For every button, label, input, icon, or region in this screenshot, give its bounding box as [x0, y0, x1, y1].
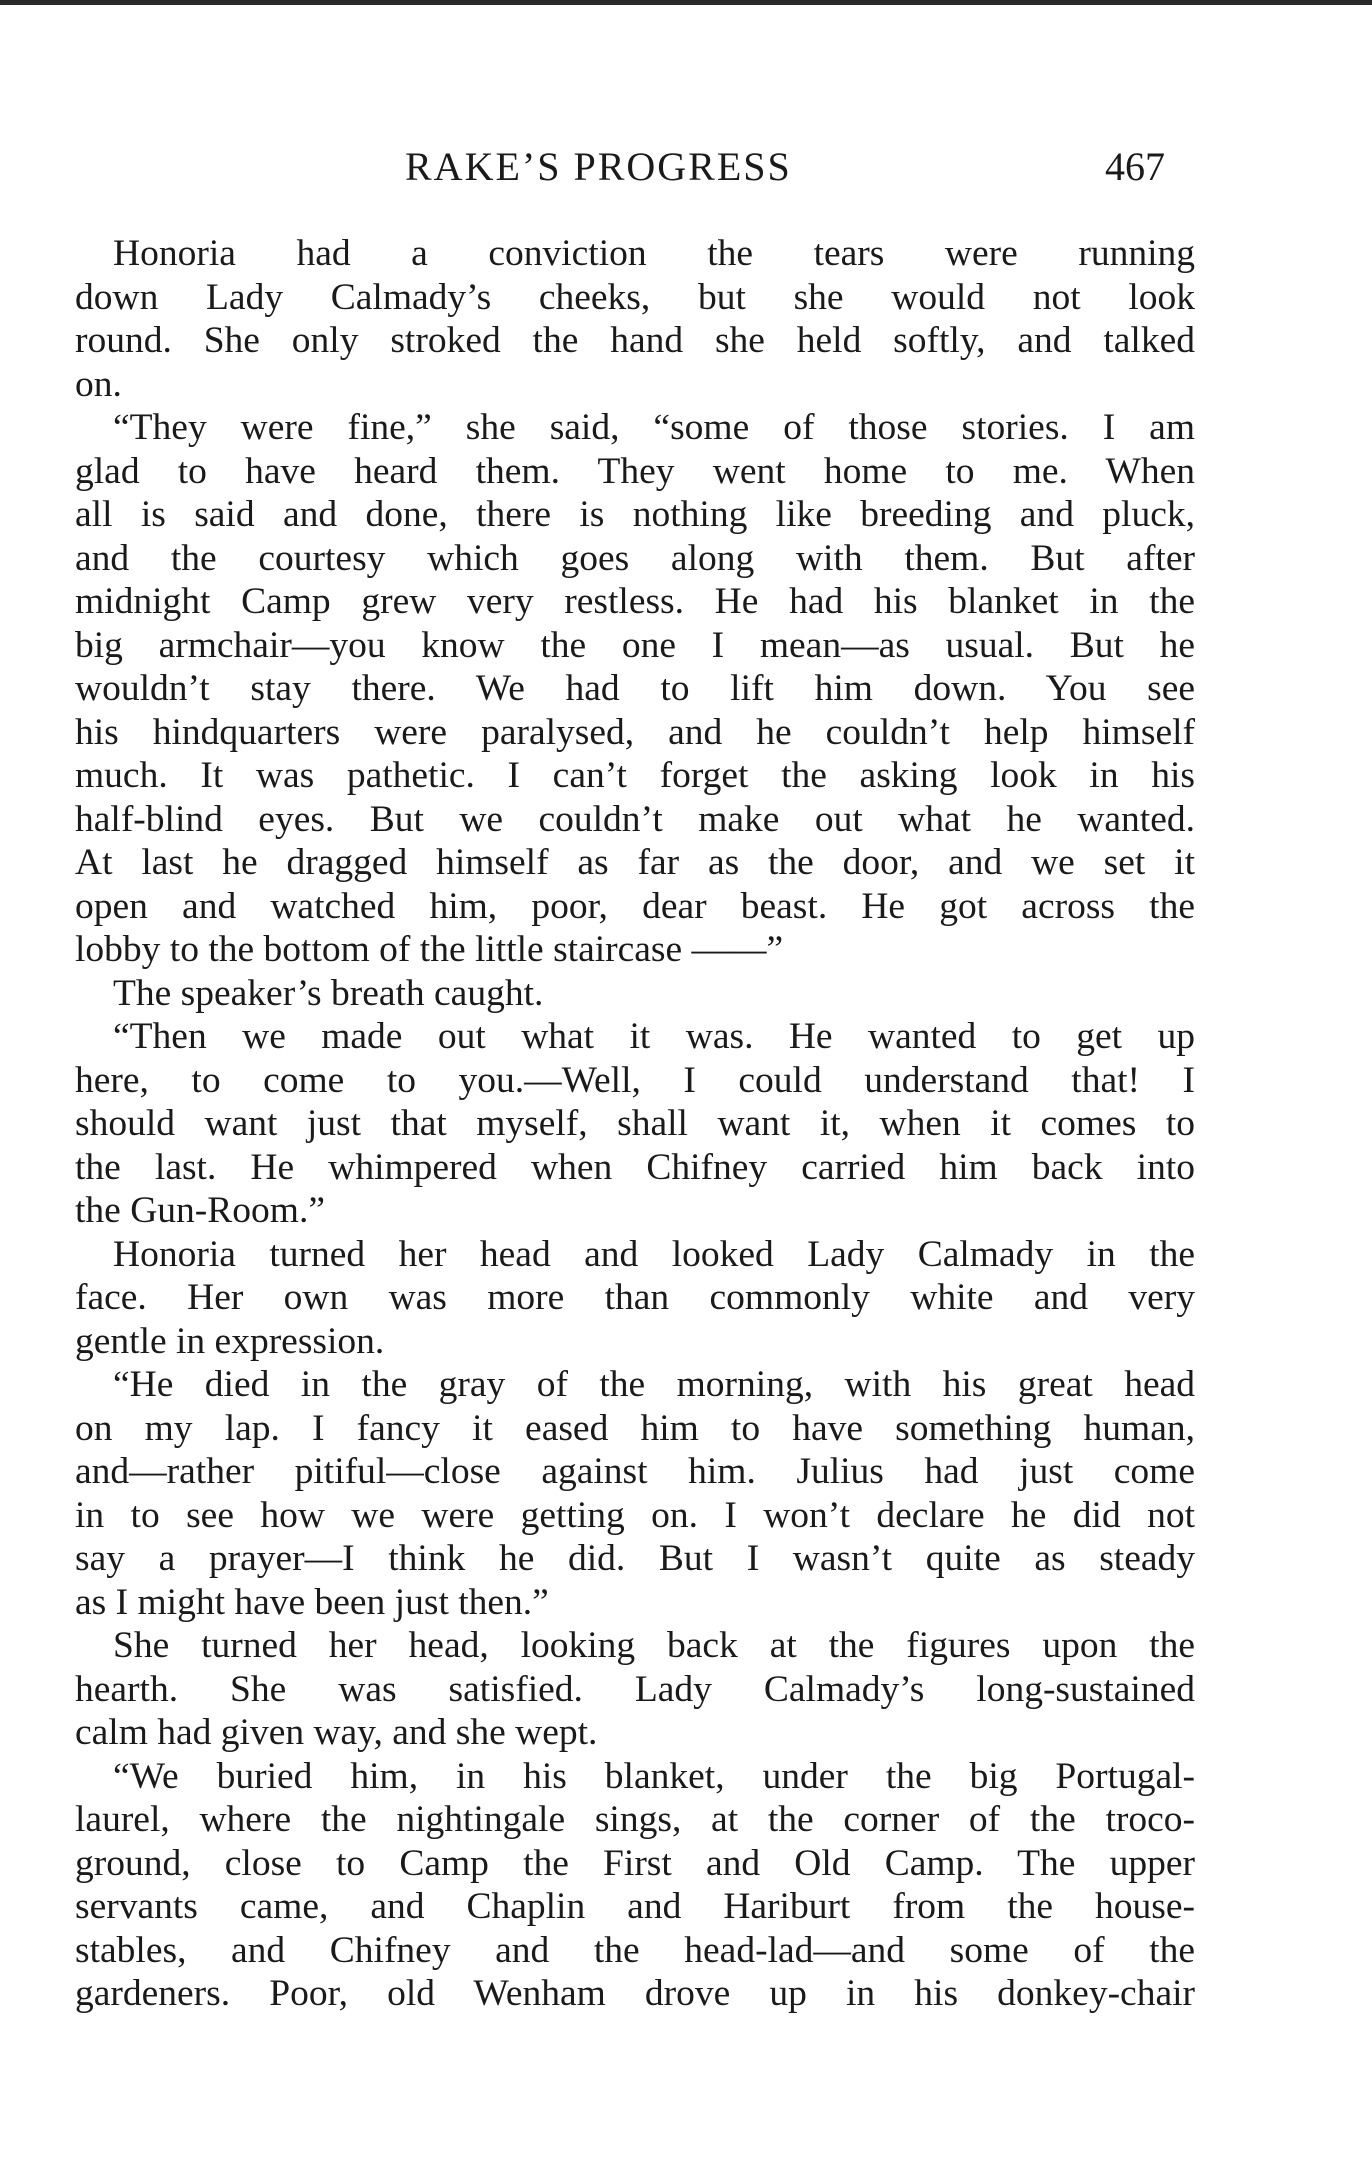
text-line: ground, close to Camp the First and Old Camp. The upper [75, 1842, 1195, 1884]
text-line: “Then we made out what it was. He wanted to get up [113, 1016, 1195, 1057]
text-line: gardeners. Poor, old Wenham drove up in his donkey-chair [75, 1973, 1195, 2014]
body-text [75, 232, 1195, 2016]
text-line: all is said and done, there is nothing like breeding and pluck, [75, 494, 1195, 535]
page-number: 467 [1105, 144, 1165, 189]
running-title: RAKE’S PROGRESS [405, 144, 792, 189]
text-line: as I might have been just then.” [75, 1581, 549, 1623]
text-line: servants came, and Chaplin and Hariburt from the house- [75, 1886, 1195, 1927]
text-line: Honoria had a conviction the tears were running [113, 233, 1195, 274]
text-line: on. [75, 363, 122, 405]
text-line: The speaker’s breath caught. [113, 972, 544, 1014]
text-line: wouldn’t stay there. We had to lift him down. You see [75, 668, 1195, 709]
text-line: the last. He whimpered when Chifney carried him back into [75, 1146, 1195, 1188]
text-line: face. Her own was more than commonly white and very [75, 1277, 1195, 1318]
text-line: in to see how we were getting on. I won’t declare he did not [75, 1494, 1195, 1536]
text-line: “He died in the gray of the morning, with his great head [113, 1364, 1195, 1405]
text-line: down Lady Calmady’s cheeks, but she would not look [75, 276, 1195, 318]
text-line: gentle in expression. [75, 1320, 385, 1362]
text-line: much. It was pathetic. I can’t forget the asking look in his [75, 755, 1195, 796]
text-line: and—rather pitiful—close against him. Julius had just come [75, 1451, 1195, 1492]
text-line: say a prayer—I think he did. But I wasn’t quite as steady [75, 1538, 1195, 1579]
text-line: and the courtesy which goes along with them. But after [75, 537, 1195, 579]
text-line: on my lap. I fancy it eased him to have something human, [75, 1407, 1195, 1449]
text-line: laurel, where the nightingale sings, at the corner of the troco- [75, 1799, 1195, 1840]
text-line: half-blind eyes. But we couldn’t make out what he wanted. [75, 798, 1195, 840]
text-line: stables, and Chifney and the head-lad—and some of the [75, 1929, 1195, 1971]
text-line: “They were fine,” she said, “some of those stories. I am [113, 407, 1195, 448]
text-line: lobby to the bottom of the little staircase ——” [75, 929, 784, 970]
text-line: hearth. She was satisfied. Lady Calmady’s long-sustained [75, 1668, 1195, 1710]
text-line: “We buried him, in his blanket, under the big Portugal- [113, 1755, 1195, 1797]
text-line: She turned her head, looking back at the figures upon the [113, 1625, 1195, 1666]
top-border-rule [0, 0, 1372, 5]
text-line: calm had given way, and she wept. [75, 1712, 598, 1753]
text-line: At last he dragged himself as far as the door, and we set it [75, 842, 1195, 883]
text-line: Honoria turned her head and looked Lady Calmady in the [113, 1233, 1195, 1275]
running-head [0, 142, 1372, 192]
text-line: the Gun-Room.” [75, 1190, 325, 1231]
text-line: big armchair—you know the one I mean—as usual. But he [75, 624, 1195, 666]
text-line: round. She only stroked the hand she held softly, and talked [75, 320, 1195, 361]
text-line: his hindquarters were paralysed, and he couldn’t help himself [75, 711, 1195, 753]
text-line: open and watched him, poor, dear beast. He got across the [75, 885, 1195, 927]
text-line: should want just that myself, shall want it, when it comes to [75, 1103, 1195, 1144]
text-line: midnight Camp grew very restless. He had his blanket in the [75, 581, 1195, 622]
text-line: here, to come to you.—Well, I could understand that! I [75, 1059, 1195, 1101]
text-line: glad to have heard them. They went home to me. When [75, 450, 1195, 492]
